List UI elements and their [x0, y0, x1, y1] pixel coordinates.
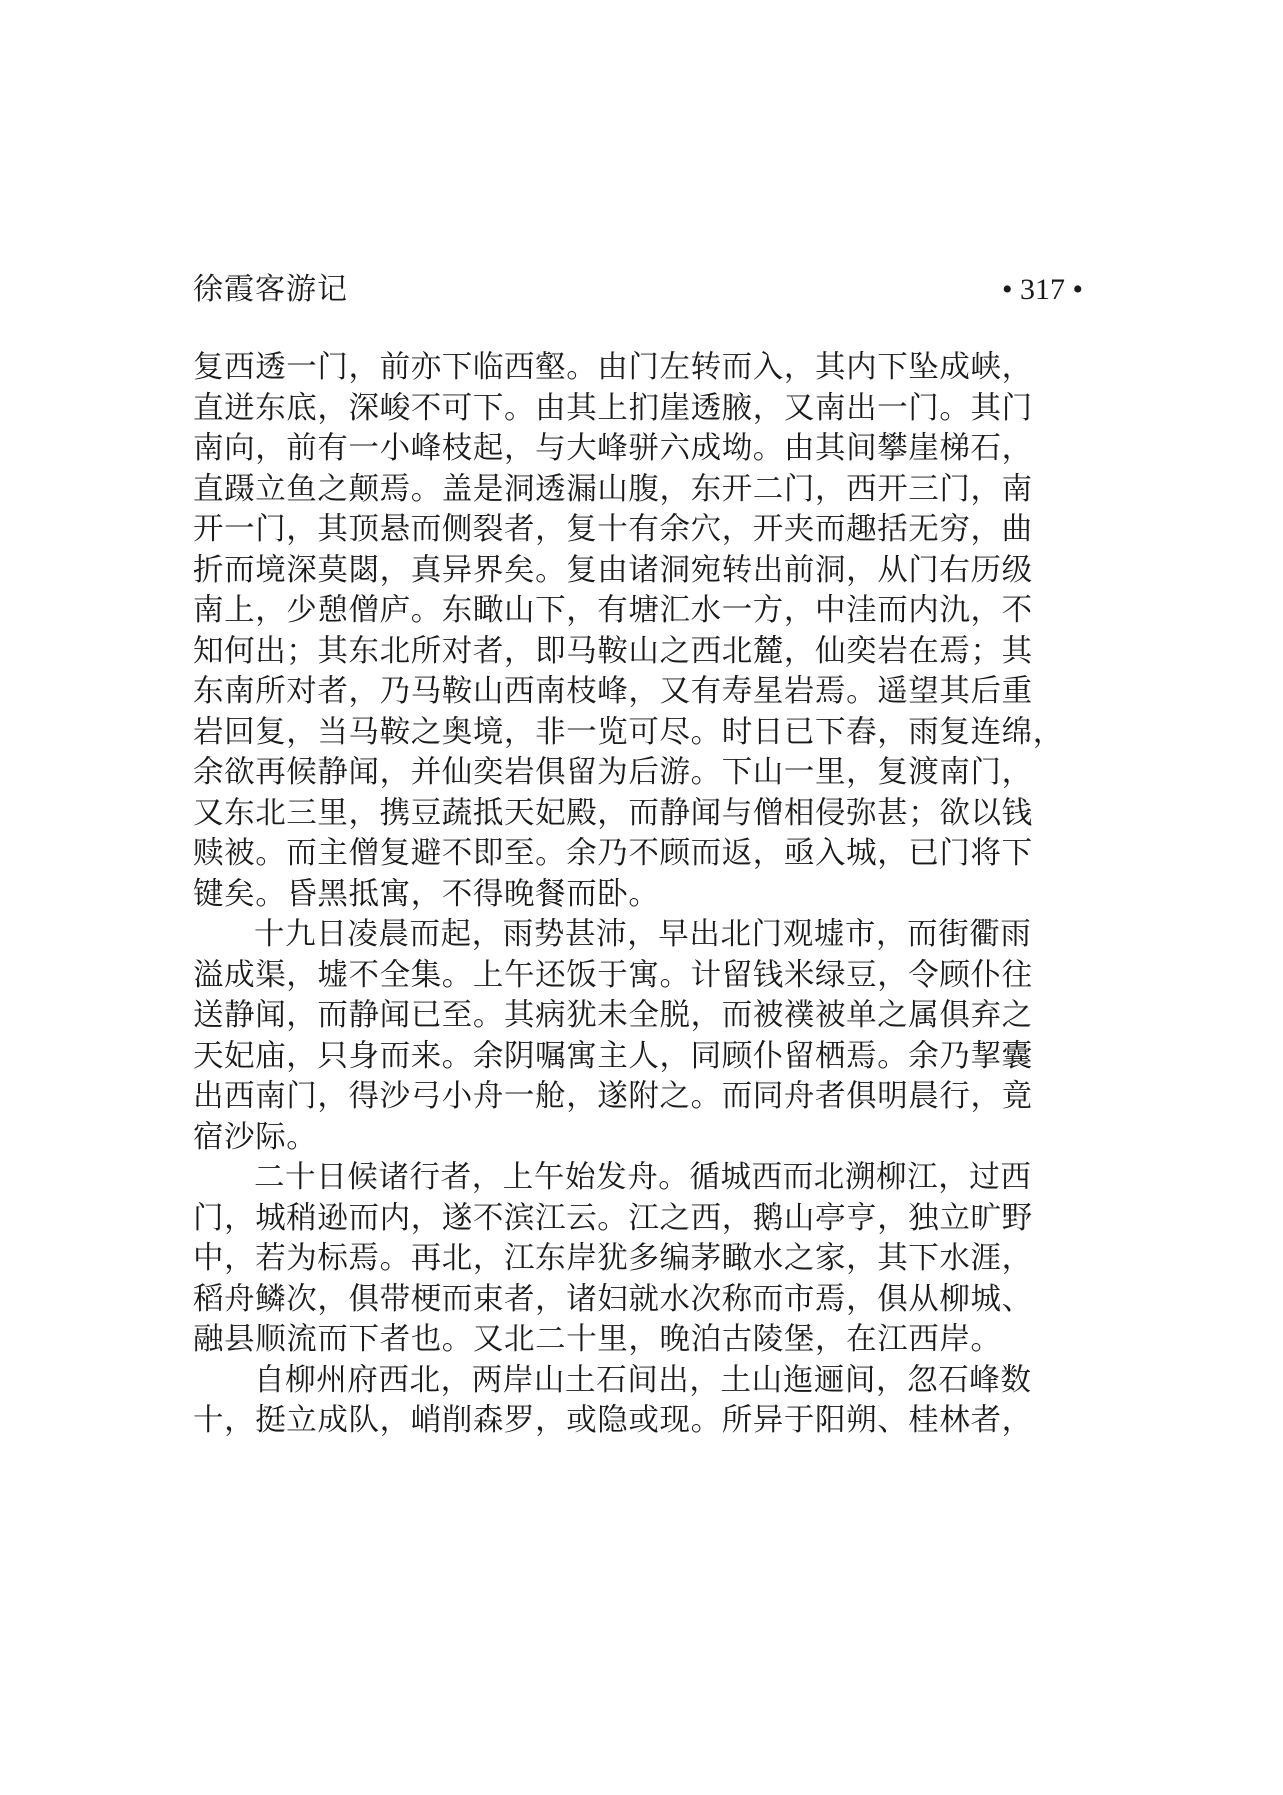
text-line: 融县顺流而下者也。又北二十里，晚泊古陵堡，在江西岸。 [193, 1322, 1002, 1357]
text-line: 南向，前有一小峰枝起，与大峰骈六成坳。由其间攀崖梯石， [193, 431, 1033, 466]
text-line: 十，挺立成队，峭削森罗，或隐或现。所异于阳朔、桂林者， [193, 1403, 1033, 1438]
text-line: 溢成渠，墟不全集。上午还饭于寓。计留钱米绿豆，令顾仆往 [193, 957, 1033, 993]
text-line: 宿沙际。 [193, 1119, 318, 1155]
body-text [193, 348, 1093, 1442]
text-line: 中，若为标焉。再北，江东岸犹多编茅瞰水之家，其下水涯， [193, 1241, 1033, 1276]
book-title: 徐霞客游记 [193, 272, 348, 307]
text-line: 天妃庙，只身而来。余阴嘱寓主人，同顾仆留栖焉。余乃挈囊 [193, 1038, 1033, 1074]
page-header [193, 268, 1083, 312]
text-line: 开一门，其顶悬而侧裂者，复十有余穴，开夹而趣括无穷，曲 [193, 512, 1033, 547]
text-line: 门，城稍逊而内，遂不滨江云。江之西，鹅山亭亨，独立旷野 [193, 1200, 1033, 1236]
paragraph-first-line: 二十日候诸行者，上午始发舟。循城西而北溯柳江，过西 [254, 1160, 1032, 1195]
text-line: 直蹑立鱼之颠焉。盖是洞透漏山腹，东开二门，西开三门，南 [193, 471, 1033, 507]
text-line: 又东北三里，携豆蔬抵天妃殿，而静闻与僧相侵弥甚；欲以钱 [193, 795, 1033, 831]
paragraph-first-line: 十九日凌晨而起，雨势甚沛，早出北门观墟市，而街衢雨 [254, 917, 1032, 952]
text-line: 东南所对者，乃马鞍山西南枝峰，又有寿星岩焉。遥望其后重 [193, 674, 1033, 709]
text-line: 岩回复，当马鞍之奥境，非一览可尽。时日已下舂，雨复连绵， [193, 714, 1064, 750]
text-line: 南上，少憩僧庐。东瞰山下，有塘汇水一方，中洼而内氿，不 [193, 593, 1033, 628]
text-line: 知何出；其东北所对者，即马鞍山之西北麓，仙奕岩在焉；其 [193, 633, 1033, 669]
text-line: 余欲再候静闻，并仙奕岩俱留为后游。下山一里，复渡南门， [193, 755, 1033, 790]
text-line: 直迸东底，深峻不可下。由其上扪崖透腋，又南出一门。其门 [193, 390, 1033, 426]
text-line: 键矣。昏黑抵寓，不得晚餐而卧。 [193, 876, 660, 912]
text-line: 出西南门，得沙弓小舟一舱，遂附之。而同舟者俱明晨行，竟 [193, 1079, 1033, 1114]
text-line: 复西透一门，前亦下临西壑。由门左转而入，其内下坠成峡， [193, 350, 1033, 385]
text-line: 赎被。而主僧复避不即至。余乃不顾而返，亟入城，已门将下 [193, 836, 1033, 871]
paragraph-first-line: 自柳州府西北，两岸山土石间出，土山迤逦间，忽石峰数 [254, 1362, 1032, 1398]
page-number: • 317 • [1001, 273, 1083, 306]
text-line: 稻舟鳞次，俱带梗而束者，诸妇就水次称而市焉，俱从柳城、 [193, 1281, 1033, 1317]
text-line: 折而境深莫閟，真异界矣。复由诸洞宛转出前洞，从门右历级 [193, 552, 1033, 588]
text-line: 送静闻，而静闻已至。其病犹未全脱，而被襆被单之属俱弃之 [193, 998, 1033, 1033]
